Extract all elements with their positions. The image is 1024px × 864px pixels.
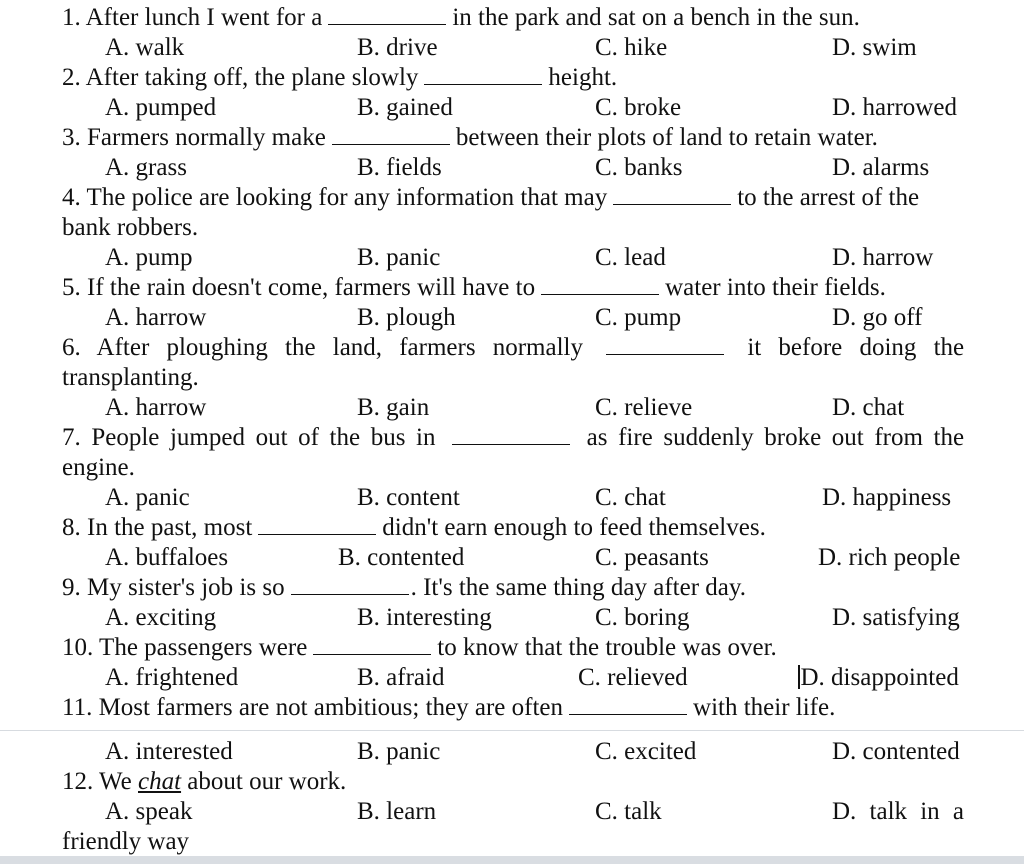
- answer-blank: [541, 293, 659, 295]
- question-2: 2. After taking off, the plane slowly height.: [62, 64, 618, 91]
- q6-option-d: D. chat: [832, 394, 905, 421]
- status-bar: [0, 856, 1024, 864]
- q2-option-a: A. pumped: [105, 94, 217, 121]
- question-10: 10. The passengers were to know that the trouble was over.: [62, 634, 777, 661]
- q8-option-a: A. buffaloes: [105, 544, 229, 571]
- q6-option-a: A. harrow: [105, 394, 207, 421]
- answer-blank: [424, 83, 542, 85]
- text-cursor: [798, 665, 800, 689]
- question-7-continued: engine.: [62, 454, 135, 481]
- answer-blank: [313, 653, 431, 655]
- q9-option-d: D. satisfying: [832, 604, 960, 631]
- q3-option-b: B. fields: [357, 154, 442, 181]
- q7-option-d: D. happiness: [822, 484, 952, 511]
- question-1: 1. After lunch I went for a in the park and sat on a bench in the sun.: [62, 4, 860, 31]
- q5-option-d: D. go off: [832, 304, 923, 331]
- q5-option-c: C. pump: [595, 304, 682, 331]
- answer-blank: [291, 593, 409, 595]
- q4-option-a: A. pump: [105, 244, 193, 271]
- q6-option-b: B. gain: [357, 394, 430, 421]
- q10-option-a: A. frightened: [105, 664, 239, 691]
- question-6: 6. After ploughing the land, farmers normally it before doing the: [62, 334, 965, 361]
- q10-option-b: B. afraid: [357, 664, 445, 691]
- q4-option-d: D. harrow: [832, 244, 934, 271]
- q12-option-d: D. talk in a: [832, 798, 964, 825]
- q2-option-c: C. broke: [595, 94, 682, 121]
- q9-option-c: C. boring: [595, 604, 690, 631]
- question-5: 5. If the rain doesn't come, farmers will have to water into their fields.: [62, 274, 886, 301]
- q1-option-d: D. swim: [832, 34, 917, 61]
- q11-option-b: B. panic: [357, 738, 441, 765]
- q2-option-b: B. gained: [357, 94, 453, 121]
- question-11: 11. Most farmers are not ambitious; they are often with their life.: [62, 694, 836, 721]
- q7-option-a: A. panic: [105, 484, 190, 511]
- q1-option-c: C. hike: [595, 34, 668, 61]
- question-6-continued: transplanting.: [62, 364, 199, 391]
- q12-option-b: B. learn: [357, 798, 437, 825]
- q1-option-a: A. walk: [105, 34, 185, 61]
- q4-option-b: B. panic: [357, 244, 441, 271]
- answer-blank: [569, 713, 687, 715]
- q12-option-a: A. speak: [105, 798, 193, 825]
- underlined-word: chat: [138, 768, 182, 795]
- answer-blank: [332, 143, 450, 145]
- q3-option-c: C. banks: [595, 154, 683, 181]
- q8-option-d: D. rich people: [818, 544, 961, 571]
- question-4: 4. The police are looking for any information that may to the arrest of the: [62, 184, 920, 211]
- answer-blank: [452, 443, 570, 445]
- answer-blank: [613, 203, 731, 205]
- q9-option-b: B. interesting: [357, 604, 492, 631]
- q5-option-a: A. harrow: [105, 304, 207, 331]
- question-12: 12. We chat about our work.: [62, 768, 347, 795]
- page-separator: [0, 730, 1024, 731]
- question-4-continued: bank robbers.: [62, 214, 199, 241]
- q5-option-b: B. plough: [357, 304, 456, 331]
- question-7: 7. People jumped out of the bus in as fire suddenly broke out from the: [62, 424, 965, 451]
- q10-option-d: D. disappointed: [798, 664, 959, 692]
- q3-option-d: D. alarms: [832, 154, 930, 181]
- question-8: 8. In the past, most didn't earn enough to feed themselves.: [62, 514, 766, 541]
- q8-option-c: C. peasants: [595, 544, 709, 571]
- q12-option-c: C. talk: [595, 798, 662, 825]
- q7-option-c: C. chat: [595, 484, 666, 511]
- q11-option-c: C. excited: [595, 738, 697, 765]
- q3-option-a: A. grass: [105, 154, 187, 181]
- question-3: 3. Farmers normally make between their plots of land to retain water.: [62, 124, 878, 151]
- q11-option-a: A. interested: [105, 738, 233, 765]
- answer-blank: [328, 23, 446, 25]
- q10-option-c: C. relieved: [578, 664, 688, 691]
- q2-option-d: D. harrowed: [832, 94, 957, 121]
- question-12-continued: friendly way: [62, 828, 190, 855]
- q1-option-b: B. drive: [357, 34, 438, 61]
- q11-option-d: D. contented: [832, 738, 960, 765]
- q4-option-c: C. lead: [595, 244, 666, 271]
- q6-option-c: C. relieve: [595, 394, 693, 421]
- question-9: 9. My sister's job is so . It's the same thing day after day.: [62, 574, 747, 601]
- q8-option-b: B. contented: [338, 544, 465, 571]
- answer-blank: [258, 533, 376, 535]
- q7-option-b: B. content: [357, 484, 460, 511]
- q9-option-a: A. exciting: [105, 604, 217, 631]
- answer-blank: [606, 353, 724, 355]
